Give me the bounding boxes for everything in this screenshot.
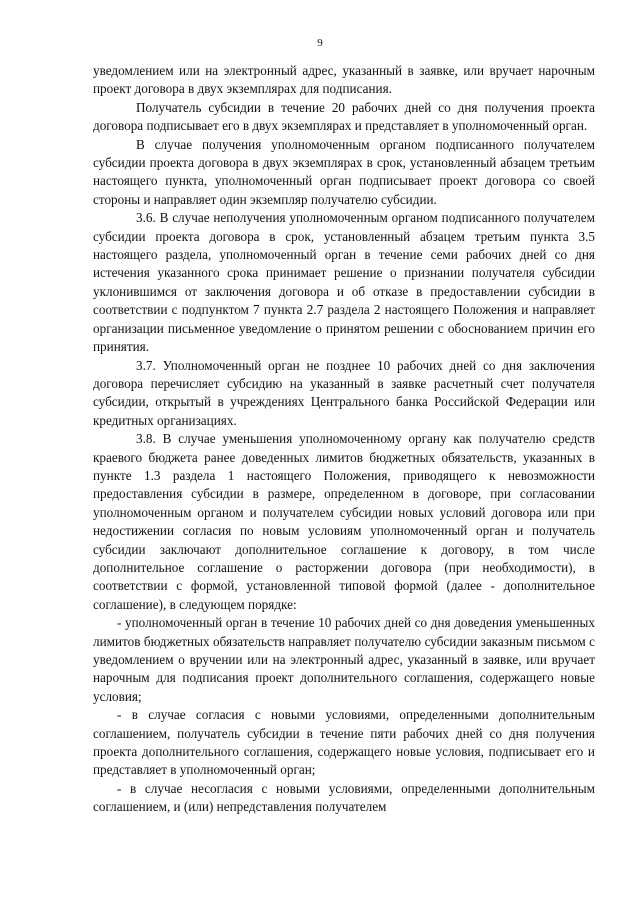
list-item-2: - в случае согласия с новыми условиями, определенными дополнительным соглашением, получатель субсидии в течение пяти рабочих дней со дня получения проекта дополнительного соглашения, содержащего новые условия, подписывает его и представляет в уполномоченный орган; xyxy=(93,707,595,778)
page-number: 9 xyxy=(317,37,323,49)
document-body xyxy=(93,62,595,817)
paragraph-3: В случае получения уполномоченным органом подписанного получателем субсидии проекта договора в двух экземплярах в срок, установленный абзацем третьим настоящего пункта, уполномоченный орган подписывает проект договора со своей стороны и направляет один экземпляр получателю субсидии. xyxy=(93,136,595,207)
paragraph-3-7: 3.7. Уполномоченный орган не позднее 10 рабочих дней со дня заключения договора перечисляет субсидию на указанный в заявке расчетный счет получателя субсидии, открытый в учреждениях Центрального банка Российской Федерации или кредитных организациях. xyxy=(93,357,595,428)
paragraph-1: уведомлением или на электронный адрес, указанный в заявке, или вручает нарочным проект договора в двух экземплярах для подписания. xyxy=(93,63,595,97)
paragraph-3-6: 3.6. В случае неполучения уполномоченным органом подписанного получателем субсидии проекта договора в срок, установленный абзацем третьим пункта 3.5 настоящего раздела, уполномоченный орган в течение семи рабочих дней со дня истечения указанного срока принимает решение о признании получателя субсидии уклонившимся от заключения договора и об отказе в предоставлении субсидии в соответствии с подпунктом 7 пункта 2.7 раздела 2 настоящего Положения и направляет организации письменное уведомление о принятом решении с обоснованием причин его принятия. xyxy=(93,210,595,355)
paragraph-2: Получатель субсидии в течение 20 рабочих дней со дня получения проекта договора подписывает его в двух экземплярах и представляет в уполномоченный орган. xyxy=(93,99,595,134)
list-item-3: - в случае несогласия с новыми условиями, определенными дополнительным соглашением, и (или) непредставления получателем xyxy=(93,780,595,815)
paragraph-3-8: 3.8. В случае уменьшения уполномоченному органу как получателю средств краевого бюджета ранее доведенных лимитов бюджетных обязательств, указанных в пункте 1.3 раздела 1 настоящего Положения, приводящего к невозможности предоставления субсидии в размере, определенном в договоре, при согласовании уполномоченным органом и получателем субсидии новых условий договора или при недостижении согласия по новым условиям уполномоченный орган и получатель субсидии заключают дополнительное соглашение к договору, в том числе дополнительное соглашение о расторжении договора (при необходимости), в соответствии с формой, установленной типовой формой (далее - дополнительное соглашение), в следующем порядке: xyxy=(93,431,595,612)
list-item-1: - уполномоченный орган в течение 10 рабочих дней со дня доведения уменьшенных лимитов бюджетных обязательств направляет получателю субсидии заказным письмом с уведомлением о вручении или на электронный адрес, указанный в заявке, или вручает нарочным для подписания проект дополнительного соглашения, содержащего новые условия; xyxy=(93,615,595,704)
